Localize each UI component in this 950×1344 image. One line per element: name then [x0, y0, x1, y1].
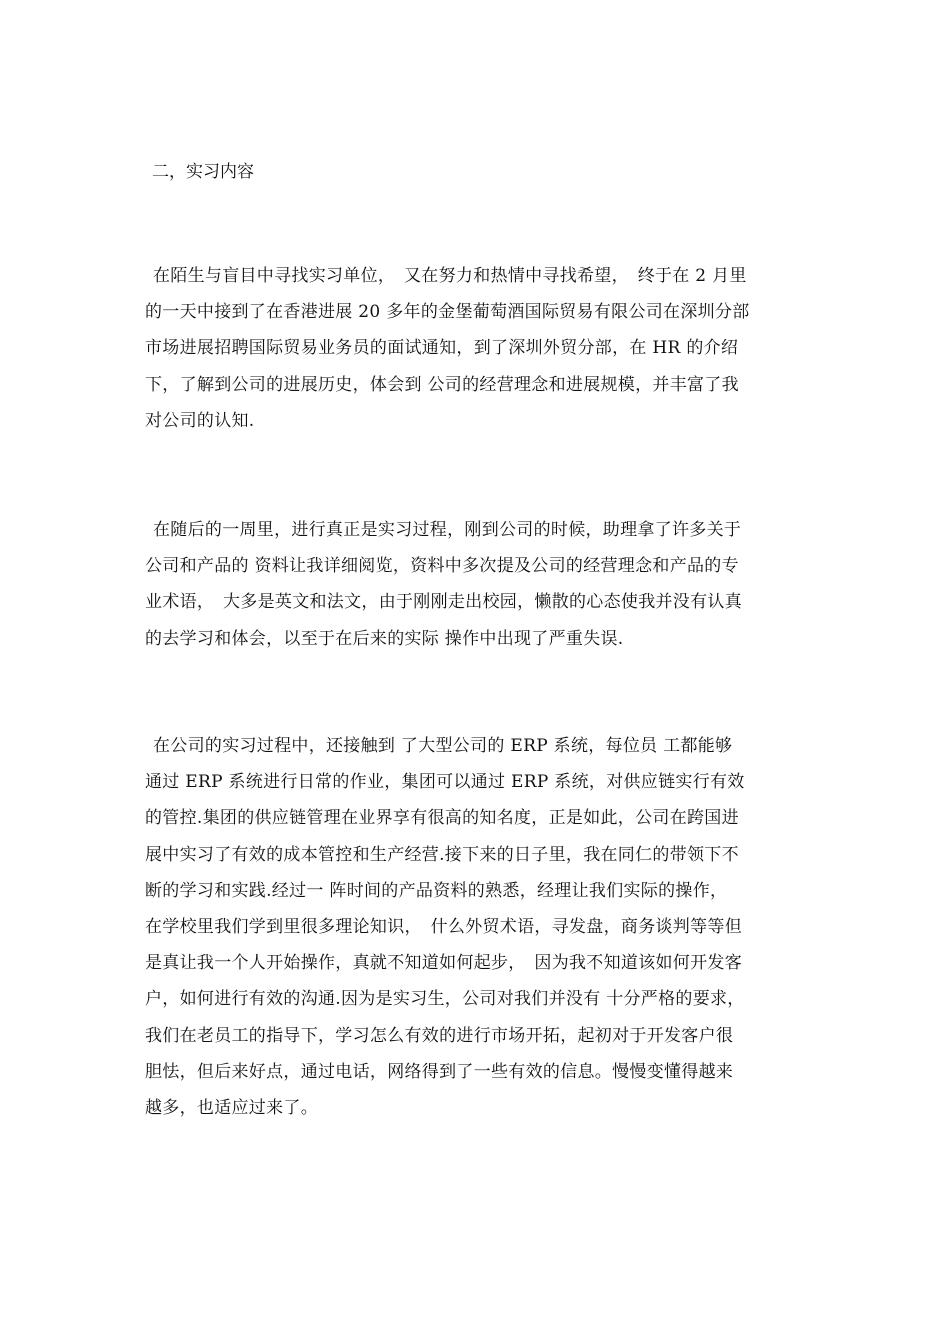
paragraph-line: 市场进展招聘国际贸易业务员的面试通知，到了深圳外贸分部，在 HR 的介绍: [145, 338, 739, 359]
paragraph-line: 在陌生与盲目中寻找实习单位， 又在努力和热情中寻找希望， 终于在 2 月里: [153, 266, 747, 286]
paragraph-line: 在公司的实习过程中，还接触到 了大型公司的 ERP 系统，每位员 工都能够: [153, 736, 733, 756]
paragraph-line: 公司和产品的 资料让我详细阅览，资料中多次提及公司的经营理念和产品的专: [145, 556, 739, 577]
paragraph-2: [145, 512, 810, 657]
paragraph-line: 在学校里我们学到里很多理论知识， 什么外贸术语，寻发盘，商务谈判等等但: [145, 917, 742, 938]
paragraph-line: 我们在老员工的指导下，学习怎么有效的进行市场开拓，起初对于开发客户很: [145, 1025, 734, 1046]
paragraph-line: 在随后的一周里，进行真正是实习过程，刚到公司的时候，助理拿了许多关于: [153, 520, 742, 540]
paragraph-line: 业术语， 大多是英文和法文，由于刚刚走出校园，懒散的心态使我并没有认真: [145, 592, 742, 613]
paragraph-line: 的一天中接到了在香港进展 20 多年的金堡葡萄酒国际贸易有限公司在深圳分部: [145, 302, 750, 323]
paragraph-line: 的去学习和体会，以至于在后来的实际 操作中出现了严重失误.: [145, 628, 624, 649]
paragraph-1: [145, 258, 810, 439]
paragraph-line: 胆怯，但后来好点，通过电话，网络得到了一些有效的信息。慢慢变懂得越来: [145, 1061, 734, 1082]
paragraph-line: 下，了解到公司的进展历史，体会到 公司的经营理念和进展规模，并丰富了我: [145, 374, 739, 395]
section-heading: 二，实习内容: [152, 162, 254, 182]
paragraph-line: 断的学习和实践.经过一 阵时间的产品资料的熟悉，经理让我们实际的操作，: [145, 880, 728, 901]
paragraph-3: [145, 728, 810, 1126]
paragraph-line: 的管控.集团的供应链管理在业界享有很高的知名度，正是如此，公司在跨国进: [145, 808, 739, 829]
paragraph-line: 是真让我一个人开始操作，真就不知道如何起步， 因为我不知道该如何开发客: [145, 953, 742, 974]
paragraph-line: 展中实习了有效的成本管控和生产经营.接下来的日子里，我在同仁的带领下不: [145, 844, 739, 865]
paragraph-line: 通过 ERP 系统进行日常的作业，集团可以通过 ERP 系统，对供应链实行有效: [145, 772, 745, 793]
paragraph-line: 对公司的认知.: [145, 410, 255, 431]
paragraph-line: 越多，也适应过来了。: [145, 1098, 318, 1119]
paragraph-line: 户，如何进行有效的沟通.因为是实习生，公司对我们并没有 十分严格的要求，: [145, 989, 745, 1010]
